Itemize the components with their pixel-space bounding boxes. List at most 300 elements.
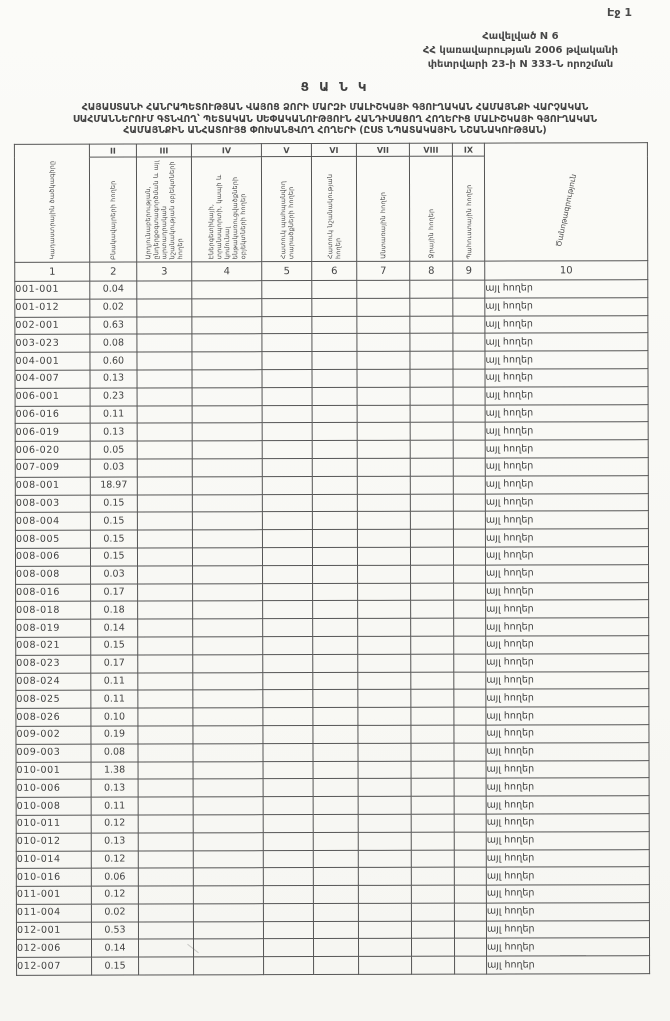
area-value-cell: 0.13 — [91, 779, 138, 797]
table-row — [15, 386, 648, 405]
cadastral-code-cell: 009-002 — [16, 726, 91, 744]
column-header-8 — [409, 156, 452, 261]
empty-cell — [411, 725, 454, 743]
note-cell: այլ հողեր — [485, 422, 648, 440]
area-value-cell: 0.23 — [90, 388, 137, 406]
cadastral-code-cell: 008-026 — [16, 708, 91, 726]
empty-cell — [262, 405, 312, 423]
empty-cell — [137, 459, 192, 477]
note-cell: այլ հողեր — [485, 297, 648, 315]
empty-cell — [410, 333, 453, 351]
empty-cell — [357, 440, 410, 458]
note-cell: այլ հողեր — [487, 956, 650, 974]
empty-cell — [262, 476, 312, 494]
note-cell: այլ հողեր — [486, 653, 649, 671]
note-cell: այլ հողեր — [486, 582, 649, 600]
empty-cell — [454, 867, 486, 885]
table-row — [16, 796, 649, 815]
cadastral-code-cell: 001-012 — [15, 299, 90, 317]
note-cell: այլ հողեր — [485, 546, 648, 564]
empty-cell — [411, 832, 454, 850]
empty-cell — [313, 868, 358, 886]
empty-cell — [358, 743, 411, 761]
empty-cell — [357, 387, 410, 405]
area-value-cell: 0.63 — [90, 316, 137, 334]
column-header-10 — [484, 155, 647, 260]
empty-cell — [192, 547, 262, 565]
note-cell: այլ հողեր — [485, 529, 648, 547]
empty-cell — [137, 298, 192, 316]
empty-cell — [193, 565, 263, 583]
empty-cell — [312, 494, 357, 512]
land-transfer-table — [14, 142, 650, 976]
table-row — [16, 600, 649, 619]
empty-cell — [411, 849, 454, 867]
area-value-cell: 0.11 — [91, 690, 138, 708]
table-row — [15, 333, 648, 352]
table-row — [16, 760, 649, 779]
empty-cell — [359, 956, 412, 974]
empty-cell — [137, 316, 192, 334]
cadastral-code-cell: 004-001 — [15, 352, 90, 370]
empty-cell — [410, 458, 453, 476]
empty-cell — [411, 796, 454, 814]
cadastral-code-cell: 010-006 — [16, 779, 91, 797]
empty-cell — [192, 334, 262, 352]
empty-cell — [193, 779, 263, 797]
empty-cell — [410, 405, 453, 423]
empty-cell — [193, 601, 263, 619]
column-header-9 — [452, 156, 484, 261]
cadastral-code-cell: 008-003 — [15, 494, 90, 512]
annex-line-3: փետրվարի 23-ի N 333-Ն որոշման — [427, 59, 614, 70]
empty-cell — [411, 583, 454, 601]
empty-cell — [410, 298, 453, 316]
empty-cell — [193, 636, 263, 654]
empty-cell — [358, 778, 411, 796]
empty-cell — [193, 708, 263, 726]
area-value-cell: 0.15 — [90, 512, 137, 530]
note-cell: այլ հողեր — [486, 742, 649, 760]
empty-cell — [192, 476, 262, 494]
empty-cell — [314, 956, 359, 974]
empty-cell — [263, 601, 313, 619]
empty-cell — [454, 903, 486, 921]
empty-cell — [453, 315, 485, 333]
note-cell: այլ հողեր — [485, 386, 648, 404]
empty-cell — [454, 707, 486, 725]
cadastral-code-cell: 010-011 — [16, 815, 91, 833]
empty-cell — [358, 939, 411, 957]
note-cell: այլ հողեր — [486, 902, 649, 920]
empty-cell — [263, 743, 313, 761]
empty-cell — [411, 814, 454, 832]
empty-cell — [192, 369, 262, 387]
empty-cell — [411, 671, 454, 689]
empty-cell — [358, 814, 411, 832]
column-header-4 — [191, 156, 261, 261]
area-value-cell: 0.11 — [90, 405, 137, 423]
note-cell: այլ հողեր — [486, 724, 649, 742]
empty-cell — [263, 690, 313, 708]
empty-cell — [138, 601, 193, 619]
area-value-cell: 0.17 — [91, 655, 138, 673]
empty-cell — [313, 796, 358, 814]
note-cell: այլ հողեր — [486, 671, 649, 689]
empty-cell — [357, 333, 410, 351]
empty-cell — [138, 583, 193, 601]
empty-cell — [454, 743, 486, 761]
column-numeral-VII: VII — [356, 143, 409, 156]
empty-cell — [192, 494, 262, 512]
column-header-3 — [136, 157, 191, 262]
empty-cell — [454, 849, 486, 867]
empty-cell — [357, 458, 410, 476]
cadastral-code-cell: 001-001 — [15, 281, 90, 299]
empty-cell — [192, 405, 262, 423]
cadastral-code-cell: 010-014 — [16, 850, 91, 868]
table-row — [16, 635, 649, 654]
table-row — [15, 529, 648, 548]
empty-cell — [453, 458, 485, 476]
empty-cell — [262, 512, 312, 530]
area-value-cell: 0.02 — [91, 904, 138, 922]
empty-cell — [313, 565, 358, 583]
empty-cell — [263, 725, 313, 743]
area-value-cell: 0.15 — [92, 957, 139, 975]
cadastral-code-cell: 010-012 — [16, 833, 91, 851]
empty-cell — [138, 815, 193, 833]
empty-cell — [453, 440, 485, 458]
cadastral-code-cell: 011-001 — [16, 886, 91, 904]
empty-cell — [357, 511, 410, 529]
empty-cell — [313, 743, 358, 761]
empty-cell — [312, 298, 357, 316]
empty-cell — [454, 760, 486, 778]
area-value-cell: 1.38 — [91, 761, 138, 779]
column-numeral-V: V — [261, 143, 311, 156]
empty-cell — [357, 405, 410, 423]
table-row — [15, 457, 648, 476]
rotated-header-label: Պահուստային հողեր — [464, 184, 473, 259]
empty-cell — [193, 690, 263, 708]
empty-cell — [137, 334, 192, 352]
empty-cell — [138, 761, 193, 779]
area-value-cell: 0.15 — [90, 494, 137, 512]
empty-cell — [192, 423, 262, 441]
cadastral-code-cell: 006-001 — [15, 388, 90, 406]
empty-cell — [313, 921, 358, 939]
empty-cell — [453, 404, 485, 422]
empty-cell — [454, 921, 486, 939]
table-row — [15, 546, 648, 565]
empty-cell — [138, 832, 193, 850]
empty-cell — [358, 903, 411, 921]
empty-cell — [263, 832, 313, 850]
empty-cell — [263, 654, 313, 672]
note-cell: այլ հողեր — [485, 315, 648, 333]
cadastral-code-cell: 008-001 — [15, 477, 90, 495]
table-row — [16, 618, 649, 637]
cadastral-code-cell: 009-003 — [16, 744, 91, 762]
column-number-4: 4 — [192, 261, 262, 280]
empty-cell — [411, 903, 454, 921]
empty-cell — [357, 316, 410, 334]
area-value-cell: 0.06 — [91, 868, 138, 886]
empty-cell — [411, 938, 454, 956]
empty-cell — [262, 387, 312, 405]
empty-cell — [411, 760, 454, 778]
empty-cell — [192, 512, 262, 530]
empty-cell — [453, 547, 485, 565]
empty-cell — [263, 903, 313, 921]
empty-cell — [193, 761, 263, 779]
annex-line-2: ՀՀ կառավարության 2006 թվականի — [422, 45, 618, 56]
empty-cell — [137, 423, 192, 441]
empty-cell — [410, 387, 453, 405]
cadastral-code-cell: 008-021 — [16, 637, 91, 655]
empty-cell — [312, 529, 357, 547]
empty-cell — [358, 618, 411, 636]
area-value-cell: 0.13 — [90, 423, 137, 441]
empty-cell — [357, 529, 410, 547]
note-cell: այլ հողեր — [486, 938, 649, 956]
empty-cell — [453, 351, 485, 369]
empty-cell — [454, 778, 486, 796]
rotated-header-label: Հատուկ պահպանվող տարածքների հողեր — [278, 180, 295, 259]
empty-cell — [264, 957, 314, 975]
note-cell: այլ հողեր — [486, 760, 649, 778]
page-number: Էջ 1 — [607, 6, 632, 19]
empty-cell — [193, 672, 263, 690]
empty-cell — [454, 725, 486, 743]
empty-cell — [192, 316, 262, 334]
empty-cell — [313, 601, 358, 619]
area-value-cell: 0.11 — [91, 797, 138, 815]
note-cell: այլ հողեր — [486, 707, 649, 725]
area-value-cell: 0.08 — [91, 744, 138, 762]
empty-cell — [137, 370, 192, 388]
empty-cell — [358, 636, 411, 654]
cadastral-code-cell: 007-009 — [15, 459, 90, 477]
empty-cell — [313, 939, 358, 957]
table-row — [16, 885, 649, 904]
empty-cell — [357, 476, 410, 494]
empty-cell — [453, 333, 485, 351]
empty-cell — [358, 885, 411, 903]
table-row — [16, 813, 649, 832]
rotated-header-label: Անտառային հողեր — [379, 191, 388, 259]
empty-cell — [138, 850, 193, 868]
empty-cell — [358, 867, 411, 885]
empty-cell — [137, 494, 192, 512]
cadastral-code-cell: 010-008 — [16, 797, 91, 815]
area-value-cell: 0.17 — [91, 583, 138, 601]
cadastral-code-cell: 008-006 — [15, 548, 90, 566]
empty-cell — [262, 547, 312, 565]
empty-cell — [313, 654, 358, 672]
note-cell: այլ հողեր — [486, 618, 649, 636]
cadastral-code-cell: 006-016 — [15, 405, 90, 423]
table-row — [15, 475, 648, 494]
area-value-cell: 0.12 — [91, 850, 138, 868]
table-row — [16, 831, 649, 850]
area-value-cell: 0.10 — [91, 708, 138, 726]
empty-cell — [193, 797, 263, 815]
note-cell: այլ հողեր — [486, 920, 649, 938]
empty-cell — [313, 725, 358, 743]
empty-cell — [453, 369, 485, 387]
column-numeral-VIII: VIII — [409, 143, 452, 156]
empty-cell — [138, 868, 193, 886]
table-row — [16, 849, 649, 868]
note-cell: այլ հողեր — [485, 351, 648, 369]
note-cell: այլ հողեր — [486, 564, 649, 582]
table-row — [15, 315, 648, 334]
empty-cell — [263, 850, 313, 868]
empty-cell — [313, 779, 358, 797]
empty-cell — [263, 796, 313, 814]
area-value-cell: 18.97 — [90, 477, 137, 495]
empty-cell — [454, 796, 486, 814]
empty-cell — [192, 530, 262, 548]
empty-cell — [454, 938, 486, 956]
note-cell: այլ հողեր — [486, 689, 649, 707]
empty-cell — [312, 512, 357, 530]
empty-cell — [453, 387, 485, 405]
table-row — [16, 724, 649, 743]
table-row — [15, 440, 648, 459]
empty-cell — [455, 956, 487, 974]
empty-cell — [193, 886, 263, 904]
column-number-6: 6 — [312, 261, 357, 280]
rotated-header-label: Արդյունաբերության, ընդերքօգտագործման և այլ արտադրական նշանակության օբյեկտների հողեր — [144, 160, 185, 260]
empty-cell — [262, 298, 312, 316]
empty-cell — [410, 494, 453, 512]
empty-cell — [410, 422, 453, 440]
empty-cell — [411, 867, 454, 885]
empty-cell — [312, 476, 357, 494]
column-header-7 — [356, 156, 409, 261]
empty-cell — [312, 369, 357, 387]
empty-cell — [454, 636, 486, 654]
cadastral-code-cell: 008-019 — [16, 619, 91, 637]
rotated-header-label: Էներգետիկայի, տրանսպորտի, կապի և կոմունալ ենթակառուցվածքների օբյեկտների հողեր — [206, 174, 247, 260]
empty-cell — [139, 957, 194, 975]
annex-reference — [423, 30, 618, 72]
empty-cell — [262, 441, 312, 459]
note-cell: այլ հողեր — [486, 867, 649, 885]
table-row — [15, 511, 648, 530]
empty-cell — [313, 814, 358, 832]
empty-cell — [262, 529, 312, 547]
empty-cell — [138, 690, 193, 708]
column-number-3: 3 — [137, 262, 192, 281]
column-number-9: 9 — [453, 261, 485, 280]
empty-cell — [263, 779, 313, 797]
empty-cell — [412, 956, 455, 974]
empty-cell — [313, 618, 358, 636]
empty-cell — [454, 618, 486, 636]
table-row — [16, 920, 649, 939]
empty-cell — [312, 458, 357, 476]
empty-cell — [411, 778, 454, 796]
table-row — [15, 493, 648, 512]
empty-cell — [357, 351, 410, 369]
area-value-cell: 0.13 — [91, 832, 138, 850]
empty-cell — [411, 885, 454, 903]
empty-cell — [358, 850, 411, 868]
cadastral-code-cell: 008-018 — [16, 601, 91, 619]
area-value-cell: 0.11 — [91, 672, 138, 690]
empty-cell — [192, 298, 262, 316]
note-cell: այլ հողեր — [486, 849, 649, 867]
empty-cell — [192, 458, 262, 476]
table-row — [16, 582, 649, 601]
area-value-cell: 0.53 — [91, 921, 138, 939]
cadastral-code-cell: 008-025 — [16, 690, 91, 708]
empty-cell — [357, 494, 410, 512]
empty-cell — [262, 369, 312, 387]
table-row — [16, 778, 649, 797]
area-value-cell: 0.13 — [90, 370, 137, 388]
empty-cell — [262, 494, 312, 512]
empty-cell — [263, 583, 313, 601]
empty-cell — [410, 529, 453, 547]
empty-cell — [193, 939, 263, 957]
empty-cell — [312, 334, 357, 352]
empty-cell — [193, 725, 263, 743]
column-numeral-VI: VI — [311, 143, 356, 156]
note-cell: այլ հողեր — [485, 368, 648, 386]
empty-cell — [411, 654, 454, 672]
note-cell: այլ հողեր — [485, 404, 648, 422]
empty-cell — [137, 352, 192, 370]
rotated-header-label: Բնակավայրերի հողեր — [109, 180, 118, 260]
area-value-cell: 0.05 — [90, 441, 137, 459]
empty-cell — [358, 654, 411, 672]
empty-cell — [138, 619, 193, 637]
empty-cell — [138, 565, 193, 583]
column-header-6 — [311, 156, 356, 261]
empty-cell — [410, 369, 453, 387]
note-cell: այլ հողեր — [486, 778, 649, 796]
rotated-header-label: Ջրային հողեր — [427, 208, 436, 259]
note-cell: այլ հողեր — [486, 885, 649, 903]
table-row — [16, 707, 649, 726]
empty-cell — [263, 761, 313, 779]
cadastral-code-cell: 008-024 — [16, 672, 91, 690]
empty-cell — [312, 316, 357, 334]
column-number-2: 2 — [90, 262, 137, 281]
empty-cell — [138, 779, 193, 797]
empty-cell — [138, 797, 193, 815]
empty-cell — [313, 672, 358, 690]
cadastral-code-cell: 006-019 — [15, 423, 90, 441]
column-numeral-blank — [484, 142, 647, 155]
area-value-cell: 0.14 — [91, 939, 138, 957]
empty-cell — [137, 512, 192, 530]
table-row — [16, 938, 649, 957]
empty-cell — [358, 707, 411, 725]
cadastral-code-cell: 010-001 — [16, 761, 91, 779]
empty-cell — [453, 422, 485, 440]
empty-cell — [263, 707, 313, 725]
empty-cell — [193, 832, 263, 850]
empty-cell — [137, 476, 192, 494]
empty-cell — [410, 280, 453, 298]
area-value-cell: 0.15 — [90, 548, 137, 566]
